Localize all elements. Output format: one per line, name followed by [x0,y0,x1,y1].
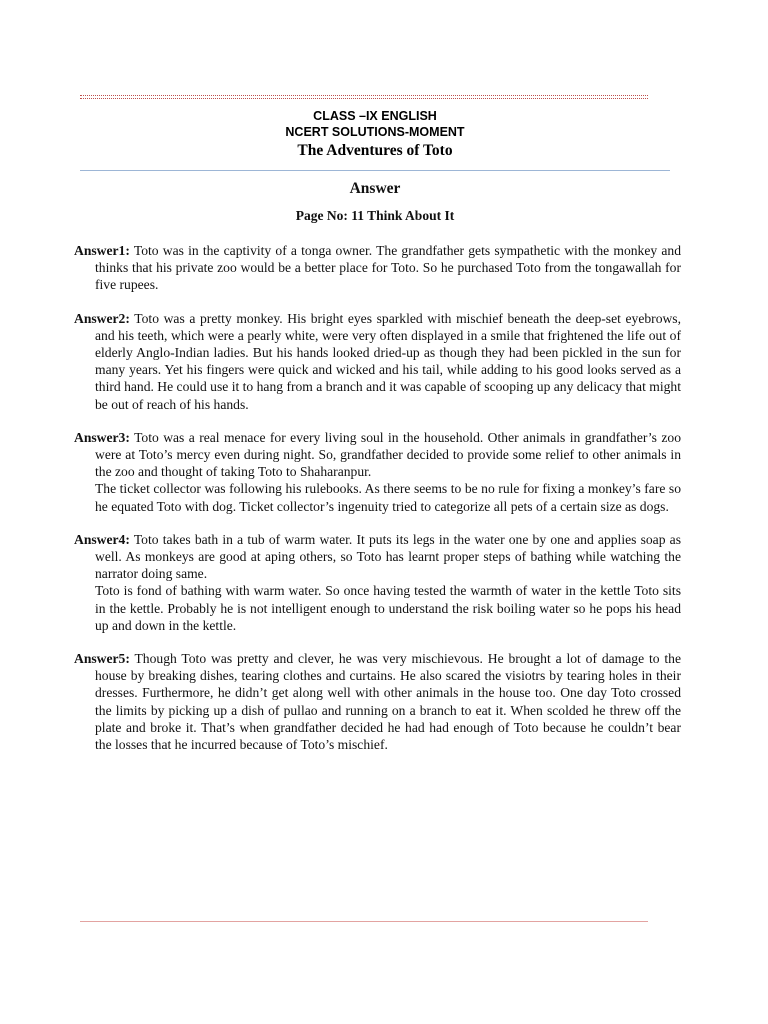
footer-rule [80,921,648,922]
header-top-rule [80,95,648,96]
chapter-title: The Adventures of Toto [297,142,453,159]
solutions-line: NCERT SOLUTIONS-MOMENT [285,125,465,139]
answer-text: Toto was a real menace for every living soul in the household. Other animals in grandfather’s zoo were at Toto’s mercy even during night. So, grandfather decided to provide some relief to other animals in the zoo and thought of taking Toto to Shaharanpur. [95,429,681,480]
header-top-rule-second [80,98,648,99]
answer-continuation: Toto is fond of bathing with warm water. So once having tested the warmth of water in the kettle Toto sits in the kettle. Probably he is not intelligent enough to understand the risk boiling water so he pops his head up and down in the kettle. [95,583,681,633]
answer-4 [74,531,681,634]
answer-2 [74,310,681,413]
answer-1 [74,242,681,294]
answer-5 [74,650,681,753]
page-number-heading: Page No: 11 Think About It [295,208,455,223]
answer-continuation: The ticket collector was following his rulebooks. As there seems to be no rule for fixing a monkey’s fare so he equated Toto with dog. Ticket collector’s ingenuity tried to categorize all pets of a certain size as dogs. [95,481,681,514]
answer-text: Toto takes bath in a tub of warm water. It puts its legs in the water one by one and applies soap as well. As monkeys are good at aping others, so Toto has learnt proper steps of bathing while watching the narrator doing same. [95,531,681,582]
header-divider [80,170,670,171]
class-line: CLASS –IX ENGLISH [313,109,437,123]
answer-label: Answer5: [74,651,130,667]
document-header [80,108,670,162]
answer-text: Toto was in the captivity of a tonga owner. The grandfather gets sympathetic with the monkey and thinks that his private zoo would be a better place for Toto. So he purchased Toto from the tongawallah for five rupees. [95,243,681,293]
answer-text: Toto was a pretty monkey. His bright eyes sparkled with mischief beneath the deep-set eyebrows, and his teeth, which were a pearly white, were very often displayed in a smile that frightened the life out of elderly Anglo-Indian ladies. But his hands looked dried-up as though they had been pickled in the sun for many years. Yet his fingers were quick and wicked and his tail, while adding to his good looks served as a third hand. He could use it to hang from a branch and it was capable of scooping up any delicacy that might be out of reach of his hands. [95,310,681,412]
answer-label: Answer1: [74,243,130,258]
section-heading: Answer [349,180,401,197]
answer-3 [74,429,681,515]
answer-label: Answer2: [74,310,130,326]
answer-label: Answer4: [74,531,130,547]
answer-text: Though Toto was pretty and clever, he was very mischievous. He brought a lot of damage to the house by breaking dishes, tearing clothes and curtains. He also scared the visiotrs by tearing holes in their dresses. Furthermore, he didn’t get along well with other animals in the house too. One day Toto crossed the limits by picking up a dish of pullao and running on a branch to eat it. When scolded he threw off the plate and broke it. That’s when grandfather decided he had had enough of Toto because he couldn’t bear the losses that he incurred because of Toto’s mischief. [95,651,681,753]
answers-list [74,242,681,769]
answer-label: Answer3: [74,429,130,445]
